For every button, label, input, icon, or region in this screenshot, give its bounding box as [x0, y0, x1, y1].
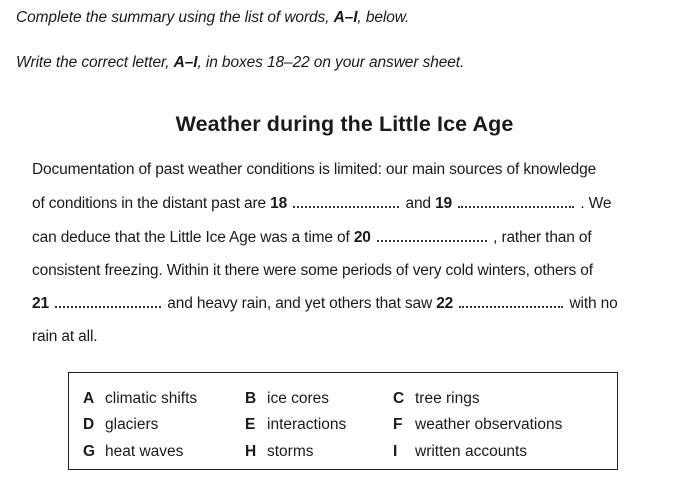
answer-gap-20[interactable] — [377, 229, 487, 242]
option-letter: D — [83, 416, 95, 433]
summary-text: . We — [580, 195, 612, 212]
option-text: storms — [267, 443, 314, 460]
word-list-box — [68, 372, 618, 470]
summary-title: Weather during the Little Ice Age — [175, 112, 514, 136]
summary-line-2 — [32, 195, 611, 213]
summary-line-6: rain at all. — [32, 328, 98, 345]
instruction-write-letter — [16, 54, 464, 72]
summary-text: can deduce that the Little Ice Age was a time of — [32, 229, 350, 246]
summary-text: of conditions in the distant past are — [32, 195, 266, 212]
option-text: weather observations — [415, 416, 563, 433]
option-text: ice cores — [267, 390, 330, 407]
answer-gap-18[interactable] — [293, 195, 399, 208]
word-option-f — [393, 416, 562, 434]
answer-gap-21[interactable] — [55, 295, 161, 308]
word-option-i — [393, 443, 527, 461]
summary-line-5 — [32, 295, 618, 313]
option-letter: C — [393, 390, 405, 407]
question-number-19: 19 — [435, 195, 453, 212]
summary-text: and heavy rain, and yet others that saw — [167, 295, 433, 312]
summary-text: and — [405, 195, 431, 212]
word-option-b — [245, 390, 329, 408]
question-number-21: 21 — [32, 295, 49, 312]
instruction-text: Write the correct letter, — [16, 54, 174, 71]
option-text: interactions — [267, 416, 347, 433]
letter-range: A–I — [173, 54, 198, 71]
option-text: heat waves — [105, 443, 184, 460]
option-text: tree rings — [415, 390, 480, 407]
word-option-d — [83, 416, 158, 434]
instruction-text: Complete the summary using the list of words, — [16, 9, 334, 26]
summary-text: , rather than of — [493, 229, 592, 246]
option-letter: B — [245, 390, 257, 407]
word-option-c — [393, 390, 480, 408]
word-option-a — [83, 390, 197, 408]
option-letter: E — [245, 416, 256, 433]
summary-text: with no — [569, 295, 618, 312]
answer-gap-19[interactable] — [458, 195, 574, 208]
word-option-g — [83, 443, 183, 461]
question-number-18: 18 — [270, 195, 288, 212]
option-letter: A — [83, 390, 95, 407]
answer-gap-22[interactable] — [459, 295, 563, 308]
summary-line-1: Documentation of past weather conditions is limited: our main sources of knowledge — [32, 161, 597, 178]
question-number-20: 20 — [353, 229, 371, 246]
word-option-h — [245, 443, 314, 461]
option-letter: F — [393, 416, 403, 433]
instruction-complete-summary — [16, 9, 409, 27]
option-letter: G — [83, 443, 96, 460]
word-option-e — [245, 416, 346, 434]
letter-range: A–I — [333, 9, 358, 26]
summary-line-4: consistent freezing. Within it there were some periods of very cold winters, others of — [32, 262, 593, 279]
summary-line-3 — [32, 229, 592, 247]
option-text: written accounts — [415, 443, 527, 460]
option-letter: I — [393, 443, 398, 460]
instruction-text: , below. — [357, 9, 410, 26]
question-number-22: 22 — [436, 295, 454, 312]
option-letter: H — [245, 443, 257, 460]
instruction-text: , in boxes 18–22 on your answer sheet. — [197, 54, 465, 71]
option-text: glaciers — [105, 416, 159, 433]
option-text: climatic shifts — [105, 390, 198, 407]
